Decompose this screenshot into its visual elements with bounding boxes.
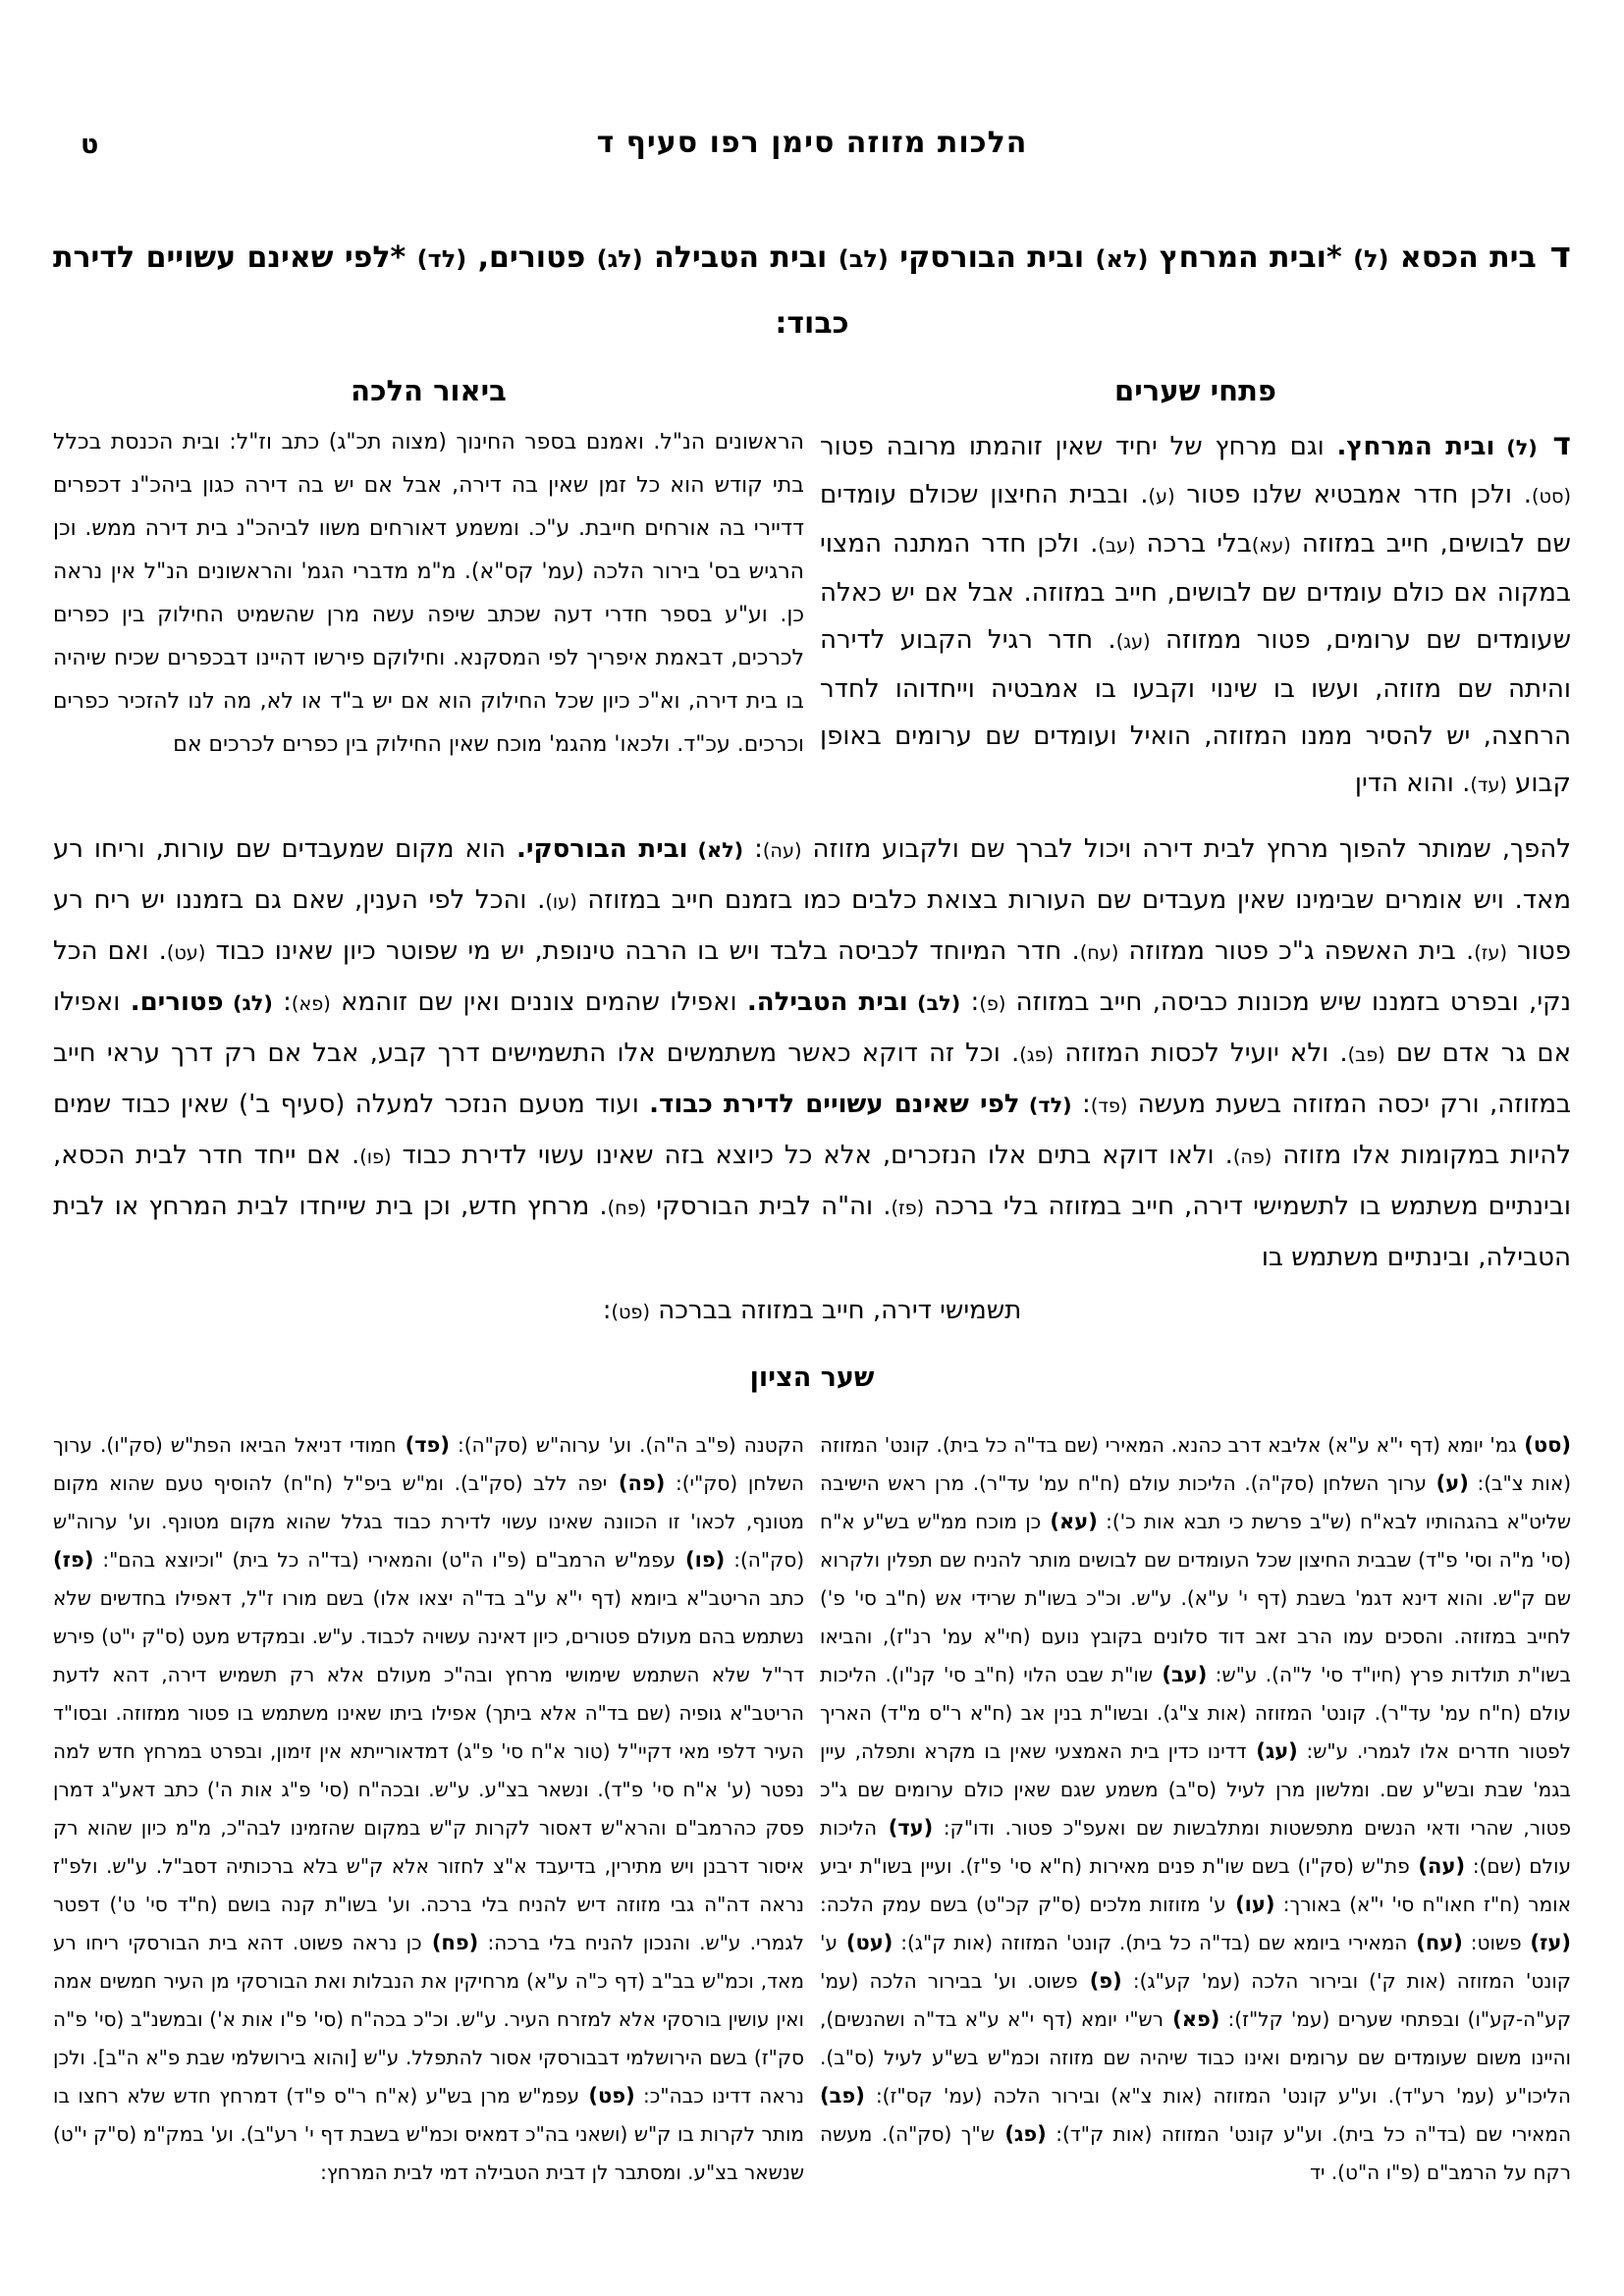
pitchei-shearim-heading: פתחי שערים bbox=[1114, 374, 1276, 407]
biur-halacha-heading: ביאור הלכה bbox=[351, 374, 507, 407]
shulchan-aruch-last-word: כבוד: bbox=[775, 306, 849, 341]
pitchei-shearim-closing-line: תשמישי דירה, חייב במזוזה בברכה (פט): bbox=[602, 1296, 1022, 1325]
pitchei-shearim-column bbox=[820, 374, 1571, 809]
shaar-hatziyun-heading: שער הציון bbox=[749, 1362, 875, 1393]
commentary-columns bbox=[53, 374, 1571, 809]
shaar-hatziyun-columns bbox=[53, 1426, 1571, 2192]
page-header bbox=[53, 126, 1571, 171]
shaar-hatziyun-left-column bbox=[53, 1426, 804, 2192]
biur-halacha-text: הראשונים הנ"ל. ואמנם בספר החינוך (מצוה תכ"ג) כתב וז"ל: ובית הכנסת בכלל בתי קודש הוא כל זמן שאין בה דירה, אבל אם יש בה דירה כגון ביהכ"נ דכפרים דדיירי בה אורחים חייבת. ע"כ. ומשמע דאורחים משוו לביהכ"נ בית דירה ממש. וכן הרגיש בס' בירור הלכה (עמ' קס"א). מ"מ מדברי הגמ' והראשונים הנ"ל אין נראה כן. וע"ע בספר חדרי דעה שכתב שיפה עשה מרן שהשמיט החילוק בין כפרים לכרכים, דבאמת איפריך לפי המסקנא. וחילוקם פירשו דהיינו דבכפרים שכיח שיהיה בו בית דירה, וא"כ כיון שכל החילוק הוא אם יש ב"ד או לא, מה לנו להזכיר כפרים וכרכים. עכ"ד. ולכאו' מהגמ' מוכח שאין החילוק בין כפרים לכרכים אם bbox=[53, 430, 804, 757]
pitchei-shearim-continuation bbox=[53, 825, 1571, 1337]
shaar-hatziyun-right-column bbox=[820, 1426, 1571, 2192]
shulchan-aruch-text: ד בית הכסא (ל) *ובית המרחץ (לא) ובית הבורסקי (לב) ובית הטבילה (לג) פטורים, (לד) *לפי שאינם עשויים לדירת bbox=[53, 234, 1571, 276]
pitchei-shearim-continuation-text: להפך, שמותר להפוך מרחץ לבית דירה ויכול לברך שם ולקבוע מזוזה (עה): (לא) ובית הבורסקי. הוא מקום שמעבדים שם עורות, וריחו רע מאד. ויש אומרים שבימינו שאין מעבדים שם העורות בצואת כלבים כמו בזמנם חייב במזוזה (עו). והכל לפי הענין, שאם גם בזמננו יש ריח רע פטור (עז). בית האשפה ג"כ פטור ממזוזה (עח). חדר המיוחד לכביסה בלבד ויש בו הרבה טינופת, יש מי שפוטר כיון שאינו כבוד (עט). ואם הכל נקי, ובפרט בזמננו שיש מכונות כביסה, חייב במזוזה (פ): (לב) ובית הטבילה. ואפילו שהמים צוננים ואין שם זוהמא (פא): (לג) פטורים. ואפילו אם גר אדם שם (פב). ולא יועיל לכסות המזוזה (פג). וכל זה דוקא כאשר משתמשים אלו התשמישים דרך קבע, אבל אם רק דרך עראי חייב במזוזה, ורק יכסה המזוזה בשעת מעשה (פד): (לד) לפי שאינם עשויים לדירת כבוד. ועוד מטעם הנזכר למעלה (סעיף ב') שאין כבוד שמים להיות במקומות אלו מזוזה (פה). ולאו דוקא בתים אלו הנזכרים, אלא כל כיוצא בזה שאינו עשוי לדירת כבוד (פו). אם ייחד חדר לבית הכסא, ובינתיים משתמש בו לתשמישי דירה, חייב במזוזה בלי ברכה (פז). וה"ה לבית הבורסקי (פח). מרחץ חדש, וכן בית שייחדו לבית המרחץ או לבית הטבילה, ובינתיים משתמש בו bbox=[53, 834, 1572, 1272]
shaar-hatziyun-right-text: (סט) גמ' יומא (דף י"א ע"א) אליבא דרב כהנא. המאירי (שם בד"ה כל בית). קונט' המזוזה (אות צ"ב): (ע) ערוך השלחן (סק"ה). הליכות עולם (ח"ח עמ' עד"ר). מרן ראש הישיבה שליט"א בהגהותיו לבא"ח (ש"ב פרשת כי תבא אות כ'): (עא) כן מוכח ממ"ש בש"ע א"ח (סי' מ"ה וסי' פ"ד) שבבית החיצון שכל העומדים שם לבושים מותר להניח שם תפלין ולקרוא שם ק"ש. והוא דינא דגמ' בשבת (דף י' ע"א). ע"ש. וכ"כ בשו"ת שרידי אש (ח"ב סי' פ') לחייב במזוזה. והסכים עמו הרב זאב דוד סלונים בקובץ נועם (חי"א עמ' רנ"ז), והביאו בשו"ת תולדות פרץ (חיו"ד סי' ל"ה). ע"ש: (עב) שו"ת שבט הלוי (ח"ב סי' קנ"ו). הליכות עולם (ח"ח עמ' עד"ר). קונט' המזוזה (אות צ"ג). ובשו"ת בנין אב (ח"א ר"ס מ"ד) האריך לפטור חדרים אלו לגמרי. ע"ש: (עג) דדינו כדין בית האמצעי שאין בו מקרא ותפלה, עיין בגמ' שבת ובש"ע שם. ומלשון מרן לעיל (ס"ב) משמע שגם שאין כולם ערומים שם ג"כ פטור, שהרי ודאי הנשים מתפשטות ומתלבשות שם ואעפ"כ פטור. ודו"ק: (עד) הליכות עולם (שם): (עה) פת"ש (סק"ו) בשם שו"ת פנים מאירות (ח"א סי' פ"ז). ועיין בשו"ת יביע אומר (ח"ז חאו"ח סי' י"א) באורך: (עו) ע' מזוזות מלכים (ס"ק קכ"ט) בשם עמק הלכה: (עז) פשוט: (עח) המאירי ביומא שם (בד"ה כל בית). קונט' המזוזה (אות ק"ג): (עט) ע' קונט' המזוזה (אות ק') ובירור הלכה (עמ' קע"ג): (פ) פשוט. וע' בבירור הלכה (עמ' קע"ה-קע"ו) ובפתחי שערים (עמ' קל"ז): (פא) רש"י יומא (דף י"א ע"א בד"ה ושהנשים), והיינו משום שעומדים שם ערומים ואינו כבוד שיהיה שם מזוזה וכמ"ש בש"ע לעיל (ס"ב). הליכו"ע (עמ' רע"ד). וע"ע קונט' המזוזה (אות צ"א) ובירור הלכה (עמ' קס"ז): (פב) המאירי שם (בד"ה כל בית). וע"ע קונט' המזוזה (אות ק"ד): (פג) ש"ך (סק"ה). מעשה רקח על הרמב"ם (פ"ו ה"ט). יד bbox=[820, 1433, 1572, 2184]
page-title: הלכות מזוזה סימן רפו סעיף ד bbox=[596, 126, 1028, 160]
shulchan-aruch-section bbox=[53, 234, 1571, 341]
shaar-hatziyun-left-text: הקטנה (פ"ב ה"ה). וע' ערוה"ש (סק"ה): (פד) חמודי דניאל הביאו הפת"ש (סק"ו). ערוך השלחן (סק"י): (פה) יפה ללב (סק"ב). ומ"ש ביפ"ל (ח"ח) להוסיף טעם שהוא מקום מטונף, לכאו' זו הכוונה שאינו עשוי לדירת כבוד בגלל שהוא מקום מטונף. וע' ערוה"ש (סק"ה): (פו) עפמ"ש הרמב"ם (פ"ו ה"ט) והמאירי (בד"ה כל בית) "וכיוצא בהם": (פז) כתב הריטב"א ביומא (דף י"א ע"ב בד"ה יצאו אלו) בשם מורו ז"ל, דאפילו בחדשים שלא נשתמש בהם מעולם פטורים, כיון דאינה עשויה לכבוד. ע"ש. ובמקדש מעט (ס"ק י"ט) פירש דר"ל שלא השתמש שימושי מרחץ ובה"כ מעולם אלא רק תשמיש דירה, דהא לדעת הריטב"א גופיה (שם בד"ה אלא ביתך) אפילו ביתו שאינו משתמש בו פטור ממזוזה. ובסו"ד העיר דלפי מאי דקיי"ל (טור א"ח סי' פ"ג) דמדאורייתא אין זימון, ובפרט במרחץ חדש למה נפטר (ע' א"ח סי' פ"ד). ונשאר בצ"ע. ע"ש. ובכה"ח (סי' פ"ג אות ה') כתב דאע"ג דמרן פסק כהרמב"ם והרא"ש דאסור לקרות ק"ש במקום שהזמינו לבה"כ, מ"מ כיון שהוא רק איסור דרבנן ויש מתירין, בדיעבד א"צ לחזור אלא ק"ש בלא ברכותיה דסב"ל. ע"ש. ולפ"ז נראה דה"ה גבי מזוזה דיש להניח בלי ברכה. וע' בשו"ת קנה בושם (ח"ד סי' ט') דפטר לגמרי. ע"ש. והנכון להניח בלי ברכה: (פח) כן נראה פשוט. דהא בית הבורסקי ריחו רע מאד, וכמ"ש בב"ב (דף כ"ה ע"א) מרחיקין את הנבלות ואת הבורסקי מן העיר חמשים אמה ואין עושין בורסקי אלא למזרח העיר. ע"ש. וכ"כ בכה"ח (סי' פ"ו אות א') ובמשנ"ב (סי' פ"ה סק"ז) בשם הירושלמי דבבורסקי אסור להתפלל. ע"ש [והוא בירושלמי שבת פ"א ה"ב]. ולכן נראה דדינו כבה"כ: (פט) עפמ"ש מרן בש"ע (א"ח ר"ס פ"ד) דמרחץ חדש שלא רחצו בו מותר לקרות בו ק"ש (ושאני בה"כ דמאיס וכמ"ש בשבת דף י' רע"ב). וע' במק"מ (ס"ק י"ט) שנשאר בצ"ע. ומסתבר לן דבית הטבילה דמי לבית המרחץ: bbox=[53, 1433, 805, 2184]
biur-halacha-column bbox=[53, 374, 804, 809]
shaar-hatziyun-section bbox=[53, 1362, 1571, 2192]
pitchei-shearim-text: ד (ל) ובית המרחץ. וגם מרחץ של יחיד שאין זוהמתו מרובה פטור (סט). ולכן חדר אמבטיא שלנו פטור (ע). ובבית החיצון שכולם עומדים שם לבושים, חייב במזוזה (עא)בלי ברכה (עב). ולכן חדר המתנה המצוי במקוה אם כולם עומדים שם לבושים, חייב במזוזה. אבל אם יש כאלה שעומדים שם ערומים, פטור ממזוזה (עג). חדר רגיל הקבוע לדירה והיתה שם מזוזה, ועשו בו שינוי וקבעו בו אמבטיה וייחדוהו לחדר הרחצה, יש להסיר ממנו המזוזה, הואיל ועומדים שם ערומים באופן קבוע (עד). והוא הדין bbox=[820, 427, 1571, 798]
page-number: ט bbox=[81, 130, 99, 160]
